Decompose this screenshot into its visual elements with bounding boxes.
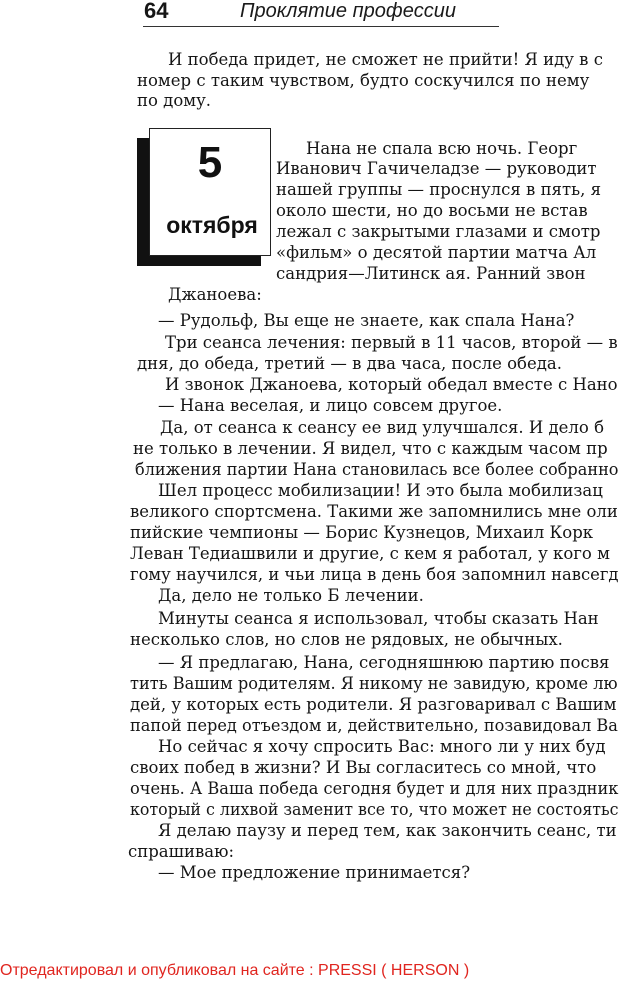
text-line: пийские чемпионы — Борис Кузнецов, Михаил Корк <box>130 523 594 542</box>
text-line: Нана не спала всю ночь. Георг <box>306 139 578 158</box>
running-title: Проклятие профессии <box>240 0 456 22</box>
text-line: папой перед отъездом и, действительно, позавидовал Ва <box>130 716 618 735</box>
text-line: дня, до обеда, третий — в два часа, после обеда. <box>137 354 562 373</box>
text-line: — Мое предложение принимается? <box>158 863 471 882</box>
text-line: очень. А Ваша победа сегодня будет и для них праздник <box>130 779 619 798</box>
text-line: — Нана веселая, и лицо совсем другое. <box>158 396 503 415</box>
text-line: дей, у которых есть родители. Я разговаривал с Вашим <box>130 695 617 714</box>
text-line: который с лихвой заменит все то, что может не состоятьс <box>130 800 619 819</box>
text-line: спрашиваю: <box>128 842 235 861</box>
page-number: 64 <box>144 0 169 23</box>
text-line: Я делаю паузу и перед тем, как закончить сеанс, ти <box>158 821 617 840</box>
text-line: Да, от сеанса к сеансу ее вид улучшался. И дело б <box>160 418 605 437</box>
text-line: Три сеанса лечения: первый в 11 часов, второй — в <box>165 333 618 352</box>
text-line: около шести, но до восьми не встав <box>276 201 588 220</box>
text-line: Минуты сеанса я использовал, чтобы сказать Нан <box>158 609 599 628</box>
text-line: И победа придет, не сможет не прийти! Я иду в с <box>168 50 603 69</box>
date-block <box>137 128 273 268</box>
text-line: «фильм» о десятой партии матча Ал <box>276 243 597 262</box>
text-line: номер с таким чувством, будто соскучился по нему <box>137 71 590 90</box>
text-line: — Я предлагаю, Нана, сегодняшнюю партию посвя <box>158 653 610 672</box>
text-line: Да, дело не только Б лечении. <box>158 586 424 605</box>
text-line: по дому. <box>137 91 212 110</box>
date-block-card <box>149 128 271 256</box>
text-line: лежал с закрытыми глазами и смотр <box>276 222 601 241</box>
text-line: — Рудольф, Вы еще не знаете, как спала Нана? <box>158 311 575 330</box>
text-line: нашей группы — проснулся в пять, я <box>276 180 601 199</box>
text-line: несколько слов, но слов не рядовых, не обычных. <box>130 630 563 649</box>
text-line: гому научился, и чьи лица в день боя запомнил навсегд <box>130 565 619 584</box>
text-line: Леван Тедиашвили и другие, с кем я работал, у кого м <box>130 544 610 563</box>
text-line: Джаноева: <box>168 285 262 304</box>
text-line: великого спортсмена. Такими же запомнились мне оли <box>130 502 618 521</box>
date-month: октября <box>166 212 258 238</box>
date-day: 5 <box>197 138 223 187</box>
text-line: ближения партии Нана становилась все более собранно <box>135 460 619 479</box>
text-line: Иванович Гачичеладзе — руководит <box>276 159 597 178</box>
publisher-credit: Отредактировал и опубликовал на сайте : PRESSI ( HERSON ) <box>0 962 470 979</box>
text-line: Но сейчас я хочу спросить Вас: много ли у них буд <box>158 737 606 756</box>
text-line: Шел процесс мобилизации! И это была мобилизац <box>158 481 603 500</box>
text-line: не только в лечении. Я видел, что с каждым часом пр <box>133 439 608 458</box>
text-line: И звонок Джаноева, который обедал вместе с Нано <box>165 375 618 394</box>
text-line: своих побед в жизни? И Вы согласитесь со мной, что <box>130 758 597 777</box>
header-rule <box>143 26 499 27</box>
text-line: тить Вашим родителям. Я никому не завидую, кроме лю <box>130 674 618 693</box>
text-line: сандрия—Литинск ая. Ранний звон <box>276 264 586 283</box>
